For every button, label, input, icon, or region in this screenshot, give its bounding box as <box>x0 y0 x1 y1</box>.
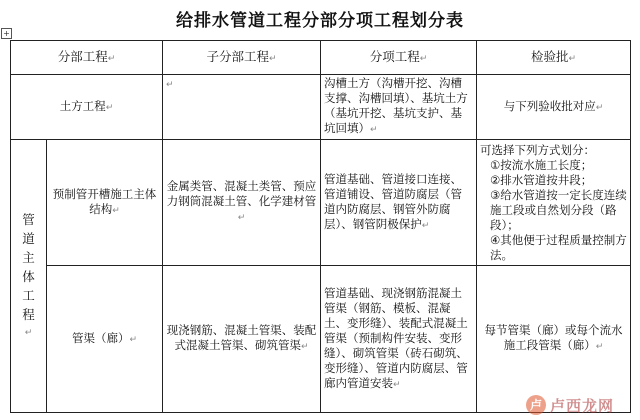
header-division <box>11 41 163 75</box>
batch-option: ①按流水施工长度； <box>490 157 593 172</box>
prefab-subdivision-detail: 金属类管、混凝土类管、预应力钢筒混凝土管、化学建材管 <box>166 179 317 208</box>
culvert-batch-text: 每节管渠（廊）或每个流水施工段管渠（廊） <box>484 323 623 352</box>
paragraph-mark-icon: ↵ <box>421 220 430 231</box>
paragraph-mark-icon: ↵ <box>112 205 120 216</box>
header-subdivision <box>163 41 321 75</box>
pipe-main-division-label <box>22 210 36 343</box>
site-watermark <box>526 394 634 416</box>
batch-option: ④其他便于过程质量控制方法。 <box>490 232 627 262</box>
watermark-text: 卢西龙网 <box>550 396 615 415</box>
row-culvert <box>11 266 631 413</box>
watermark-logo-icon: 卢 <box>526 395 546 415</box>
earthwork-division-label: 土方工程 <box>59 98 106 113</box>
table-move-handle-icon[interactable]: + <box>1 28 12 39</box>
prefab-item-cell <box>321 140 477 266</box>
paragraph-mark-icon: ↵ <box>370 125 378 135</box>
paragraph-mark-icon: ↵ <box>237 213 246 223</box>
row-earthwork <box>11 75 631 140</box>
prefab-batch-cell <box>477 140 631 266</box>
paragraph-mark-icon: ↵ <box>268 53 277 64</box>
prefab-subdivision-label: 预制管开槽施工主体结构 <box>52 186 157 216</box>
batch-option: ③给水管道按一定长度连续施工段或自然划分段（路段）； <box>490 187 627 232</box>
paragraph-mark-icon: ↵ <box>166 80 174 90</box>
header-item <box>321 41 477 75</box>
division-char: 程 <box>22 306 35 322</box>
earthwork-subdivision-cell <box>163 75 321 140</box>
paragraph-mark-icon: ↵ <box>393 379 401 390</box>
division-char: 道 <box>22 230 35 246</box>
header-batch-label: 检验批 <box>530 48 569 64</box>
pipe-main-division-cell <box>11 140 47 413</box>
paragraph-mark-icon: ↵ <box>105 102 114 113</box>
division-char: 管 <box>22 211 35 227</box>
earthwork-batch-cell <box>477 75 631 140</box>
prefab-batch-intro: 可选择下列方式划分： <box>480 142 595 157</box>
culvert-batch-cell <box>477 266 631 413</box>
paragraph-mark-icon: ↵ <box>129 334 138 345</box>
row-prefab <box>11 140 631 266</box>
prefab-item-text: 管道基础、管道接口连接、管道铺设、管道防腐层（管道内防腐层、钢管外防腐层）、钢管阴极保护 <box>324 171 462 231</box>
paragraph-mark-icon: ↵ <box>419 53 428 64</box>
earthwork-batch-text: 与下列验收批对应 <box>503 98 596 113</box>
header-item-label: 分项工程 <box>369 48 420 64</box>
document-title: 给排水管道工程分部分项工程划分表 <box>176 11 464 31</box>
culvert-subdivision-detail-cell <box>163 266 321 413</box>
header-subdivision-label: 子分部工程 <box>206 48 269 64</box>
paragraph-mark-icon: ↵ <box>568 53 577 64</box>
earthwork-item-text: 沟槽土方（沟槽开挖、沟槽支撑、沟槽回填）、基坑土方（基坑开挖、基坑支护、基坑回填） <box>324 76 468 135</box>
division-char: 主 <box>22 249 35 265</box>
culvert-item-cell <box>321 266 477 413</box>
culvert-subdivision-label: 管渠（廊） <box>71 330 130 345</box>
header-division-label: 分部工程 <box>57 48 108 64</box>
prefab-subdivision-label-cell <box>47 140 163 266</box>
division-table <box>10 40 631 413</box>
division-char: 工 <box>22 287 35 303</box>
prefab-subdivision-detail-cell <box>163 140 321 266</box>
paragraph-mark-icon: ↵ <box>24 327 33 338</box>
culvert-subdivision-detail: 现浇钢筋、混凝土管渠、装配式混凝土管渠、砌筑管渠 <box>166 323 317 352</box>
culvert-subdivision-label-cell <box>47 266 163 413</box>
division-char: 体 <box>22 268 35 284</box>
header-row <box>11 41 631 75</box>
batch-option: ②排水管道按井段； <box>490 172 593 187</box>
earthwork-item-cell <box>321 75 477 140</box>
header-batch <box>477 41 631 75</box>
paragraph-mark-icon: ↵ <box>595 102 604 113</box>
earthwork-division-cell <box>11 75 163 140</box>
paragraph-mark-icon: ↵ <box>595 342 604 352</box>
paragraph-mark-icon: ↵ <box>107 53 116 64</box>
culvert-item-text: 管道基础、现浇钢筋混凝土管渠（钢筋、模板、混凝土、变形缝）、装配式混凝土管渠（预制构件安装、变形缝）、砌筑管渠（砖石砌筑、变形缝）、管道内防腐层、管廊内管道安装 <box>324 285 468 390</box>
paragraph-mark-icon: ↵ <box>300 342 309 352</box>
